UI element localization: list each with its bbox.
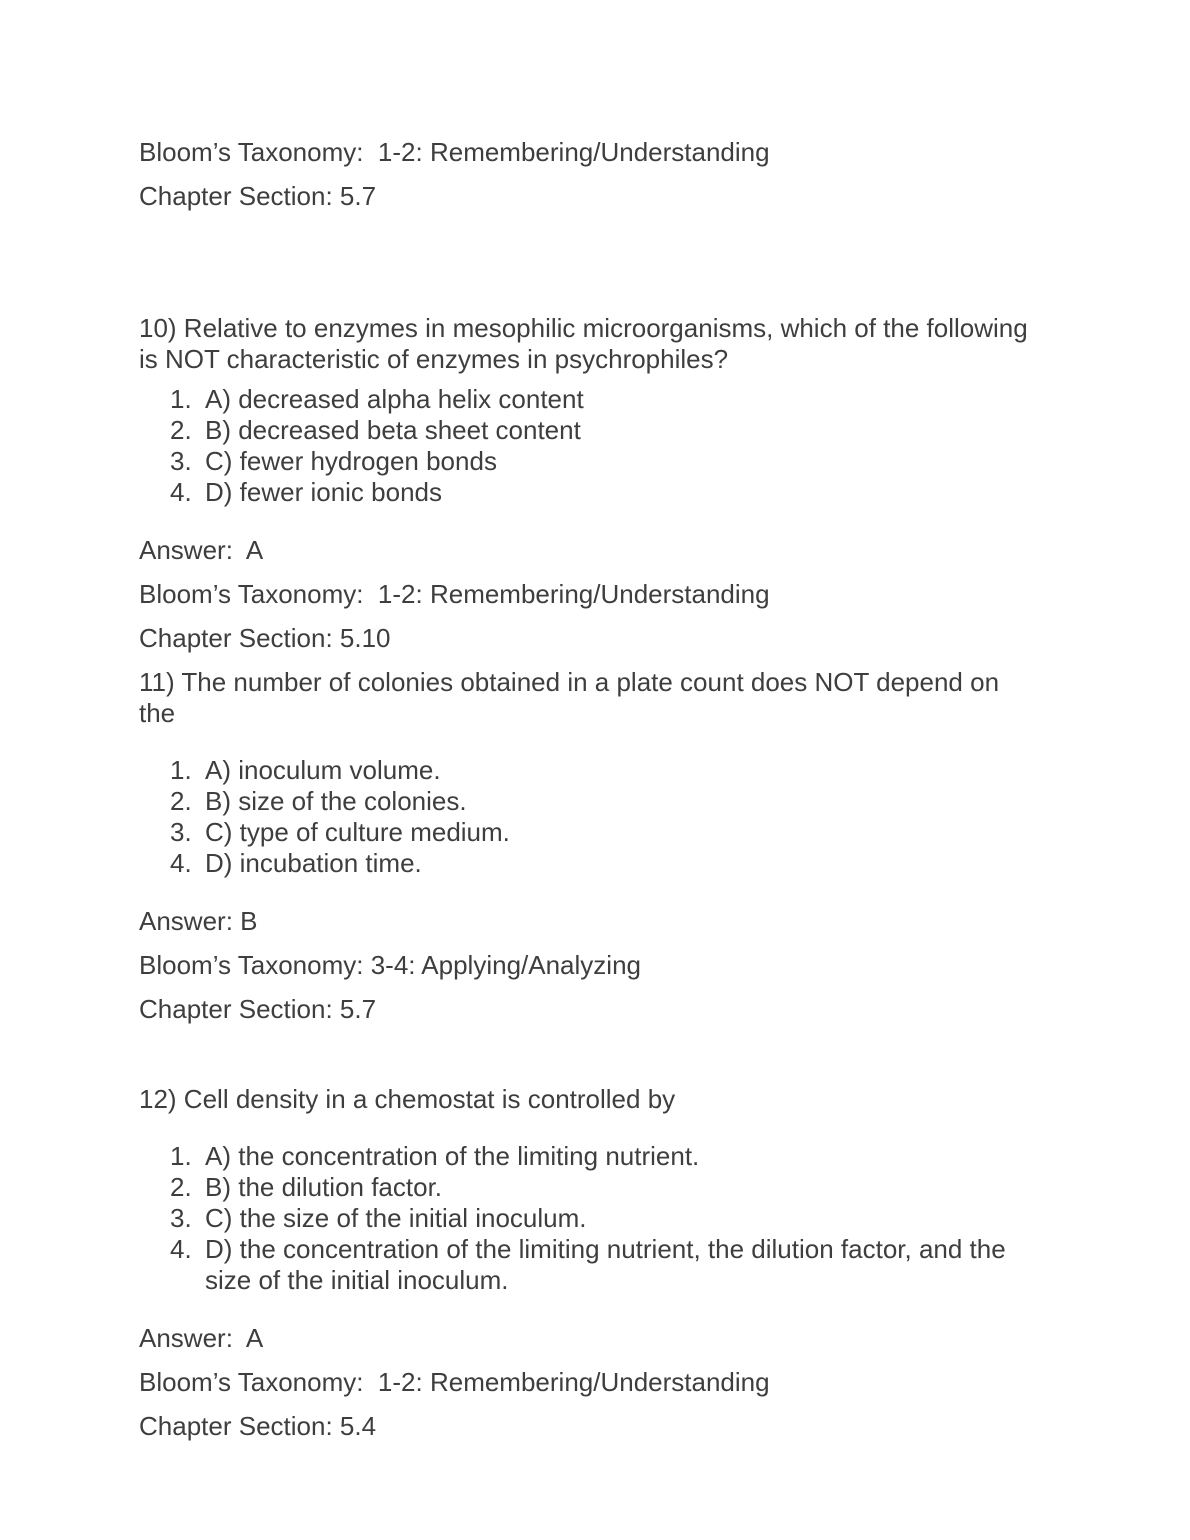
option-item — [139, 477, 1040, 508]
option-item — [139, 817, 1040, 848]
option-number: 2. — [170, 1172, 192, 1202]
chapter-section-line: Chapter Section: 5.4 — [139, 1411, 377, 1441]
option-number: 3. — [170, 1203, 192, 1233]
chapter-section-line: Chapter Section: 5.7 — [139, 994, 377, 1024]
option-number: 2. — [170, 786, 192, 816]
option-number: 3. — [170, 446, 192, 476]
question-text: 11) The number of colonies obtained in a plate count does NOT depend on the — [139, 667, 1007, 728]
option-text: B) the dilution factor. — [205, 1172, 443, 1202]
option-text: A) the concentration of the limiting nutrient. — [205, 1141, 700, 1171]
question-text: 12) Cell density in a chemostat is controlled by — [139, 1084, 676, 1114]
bloom-taxonomy-line: Bloom’s Taxonomy: 1-2: Remembering/Understanding — [139, 137, 770, 167]
prev-question-meta — [139, 137, 1040, 212]
option-item — [139, 1203, 1040, 1234]
option-text: C) the size of the initial inoculum. — [205, 1203, 587, 1233]
answer-line: Answer: B — [139, 906, 258, 936]
answer-line: Answer: A — [139, 535, 264, 565]
options-list — [139, 1141, 1040, 1296]
option-text: B) size of the colonies. — [205, 786, 467, 816]
option-number: 3. — [170, 817, 192, 847]
question-text: 10) Relative to enzymes in mesophilic microorganisms, which of the following is NOT characteristic of enzymes in psychrophiles? — [139, 313, 1035, 374]
option-number: 1. — [170, 384, 192, 414]
option-item — [139, 1234, 1040, 1296]
option-number: 4. — [170, 848, 192, 878]
question-block-10 — [139, 313, 1040, 654]
bloom-taxonomy-line: Bloom’s Taxonomy: 1-2: Remembering/Understanding — [139, 1367, 770, 1397]
spacer — [139, 1038, 1040, 1084]
options-list — [139, 755, 1040, 879]
option-text: B) decreased beta sheet content — [205, 415, 581, 445]
bloom-taxonomy-line: Bloom’s Taxonomy: 1-2: Remembering/Understanding — [139, 579, 770, 609]
option-item — [139, 415, 1040, 446]
option-item — [139, 446, 1040, 477]
answer-line: Answer: A — [139, 1323, 264, 1353]
option-item — [139, 755, 1040, 786]
option-item — [139, 384, 1040, 415]
option-number: 1. — [170, 755, 192, 785]
option-item — [139, 1141, 1040, 1172]
options-list — [139, 384, 1040, 508]
option-text: C) fewer hydrogen bonds — [205, 446, 497, 476]
option-text: D) fewer ionic bonds — [205, 477, 442, 507]
question-block-12 — [139, 1084, 1040, 1442]
option-item — [139, 848, 1040, 879]
option-number: 1. — [170, 1141, 192, 1171]
chapter-section-line: Chapter Section: 5.7 — [139, 181, 377, 211]
option-text: D) incubation time. — [205, 848, 422, 878]
option-number: 4. — [170, 477, 192, 507]
option-item — [139, 786, 1040, 817]
option-item — [139, 1172, 1040, 1203]
option-number: 2. — [170, 415, 192, 445]
option-number: 4. — [170, 1234, 192, 1264]
option-text: C) type of culture medium. — [205, 817, 510, 847]
spacer — [139, 225, 1040, 313]
option-text: A) inoculum volume. — [205, 755, 441, 785]
chapter-section-line: Chapter Section: 5.10 — [139, 623, 391, 653]
option-text: A) decreased alpha helix content — [205, 384, 584, 414]
option-text: D) the concentration of the limiting nutrient, the dilution factor, and the size of the initial inoculum. — [205, 1234, 1013, 1295]
question-block-11 — [139, 667, 1040, 1025]
bloom-taxonomy-line: Bloom’s Taxonomy: 3-4: Applying/Analyzing — [139, 950, 641, 980]
